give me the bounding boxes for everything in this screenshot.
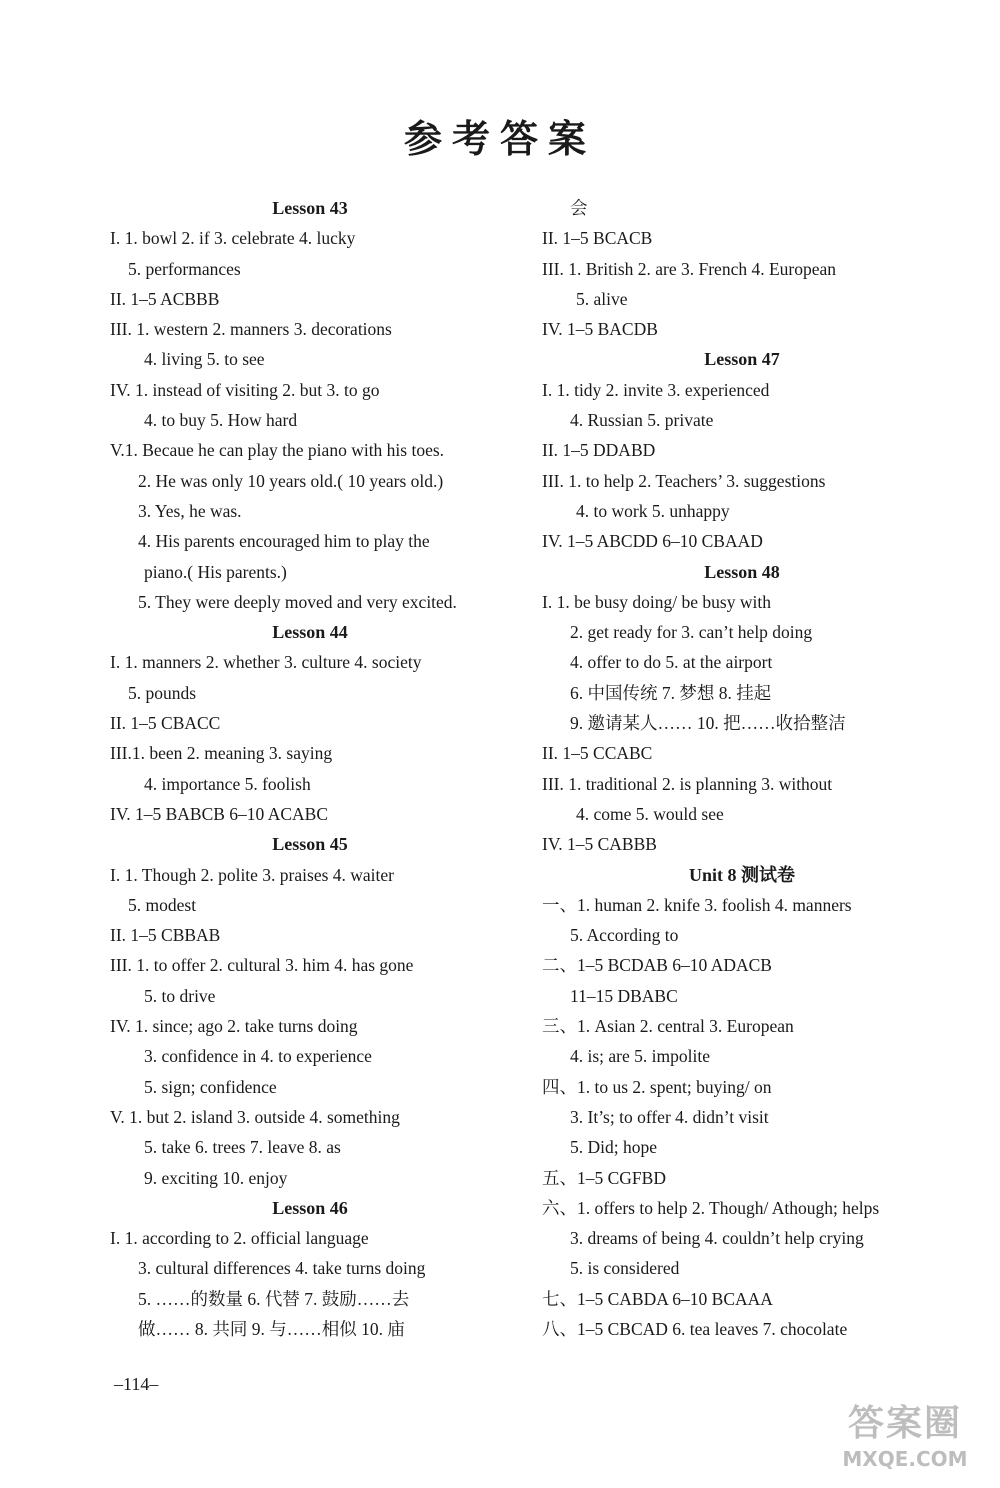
answer-line: 4. offer to do 5. at the airport <box>570 652 773 673</box>
watermark <box>820 1402 990 1482</box>
section-heading: Unit 8 测试卷 <box>688 864 795 885</box>
answer-line: 2. He was only 10 years old.( 10 years old.) <box>138 470 444 491</box>
answer-line: 5. They were deeply moved and very excited. <box>138 591 457 612</box>
answer-line: 5. take 6. trees 7. leave 8. as <box>144 1137 341 1158</box>
answer-line: 5. Did; hope <box>570 1137 658 1158</box>
answer-line: 会 <box>570 198 588 218</box>
answer-line: 4. His parents encouraged him to play the <box>138 531 430 552</box>
answer-line: III.1. been 2. meaning 3. saying <box>110 743 333 764</box>
answer-line: 3. It’s; to offer 4. didn’t visit <box>570 1106 769 1127</box>
page-number: –114– <box>114 1374 159 1394</box>
section-heading: Lesson 48 <box>704 561 780 582</box>
answer-line: 5. According to <box>570 925 679 946</box>
section-heading: Lesson 44 <box>272 622 348 643</box>
watermark-url: MXQE.COM <box>842 1447 968 1471</box>
answer-line: IV. 1–5 BACDB <box>542 319 658 340</box>
answer-line: II. 1–5 CBBAB <box>110 925 221 946</box>
answer-line: III. 1. British 2. are 3. French 4. European <box>542 258 837 279</box>
answer-line: III. 1. western 2. manners 3. decorations <box>110 319 392 340</box>
answer-line: 3. Yes, he was. <box>138 500 242 521</box>
answer-line: II. 1–5 CBACC <box>110 713 221 734</box>
section-heading: Lesson 43 <box>272 198 348 218</box>
answer-line: 3. confidence in 4. to experience <box>144 1046 372 1067</box>
answer-line: 5. is considered <box>570 1258 680 1279</box>
answer-line: I. 1. Though 2. polite 3. praises 4. waiter <box>110 864 394 885</box>
answer-line: 5. performances <box>128 258 241 279</box>
answer-line: IV. 1. instead of visiting 2. but 3. to go <box>110 379 380 400</box>
answer-line: 5. ……的数量 6. 代替 7. 鼓励……去 <box>138 1288 410 1309</box>
answer-line: II. 1–5 ACBBB <box>110 288 220 309</box>
answer-line: 9. 邀请某人…… 10. 把……收拾整洁 <box>570 713 846 734</box>
answer-line: 5. sign; confidence <box>144 1076 277 1097</box>
answer-line: I. 1. according to 2. official language <box>110 1228 369 1249</box>
answer-line: 4. importance 5. foolish <box>144 773 311 794</box>
answer-line: V.1. Becaue he can play the piano with his toes. <box>110 440 445 461</box>
answer-line: IV. 1. since; ago 2. take turns doing <box>110 1016 358 1037</box>
watermark-logo: 答案圈 <box>847 1403 962 1444</box>
answer-line: 6. 中国传统 7. 梦想 8. 挂起 <box>570 682 772 703</box>
answer-line: 4. to work 5. unhappy <box>576 500 730 521</box>
section-heading: Lesson 45 <box>272 834 348 855</box>
answer-line: I. 1. be busy doing/ be busy with <box>542 591 771 612</box>
answer-line: 4. Russian 5. private <box>570 410 714 431</box>
section-heading: Lesson 46 <box>272 1197 348 1218</box>
right-column <box>542 193 942 1344</box>
answer-line: III. 1. to help 2. Teachers’ 3. suggestions <box>542 470 826 491</box>
answer-line: 四、1. to us 2. spent; buying/ on <box>542 1076 772 1097</box>
answer-line: 一、1. human 2. knife 3. foolish 4. manners <box>542 894 852 915</box>
answer-line: III. 1. traditional 2. is planning 3. without <box>542 773 833 794</box>
answer-line: 八、1–5 CBCAD 6. tea leaves 7. chocolate <box>542 1318 848 1339</box>
answer-line: 4. is; are 5. impolite <box>570 1046 710 1067</box>
answer-line: 三、1. Asian 2. central 3. European <box>542 1016 794 1037</box>
answer-line: 5. alive <box>576 288 628 309</box>
answer-line: V. 1. but 2. island 3. outside 4. something <box>110 1106 400 1127</box>
answer-line: I. 1. bowl 2. if 3. celebrate 4. lucky <box>110 228 356 249</box>
answer-line: 七、1–5 CABDA 6–10 BCAAA <box>542 1288 773 1309</box>
answer-line: 5. pounds <box>128 682 197 703</box>
answer-line: II. 1–5 BCACB <box>542 228 653 249</box>
answer-line: 做…… 8. 共同 9. 与……相似 10. 庙 <box>138 1318 405 1339</box>
answer-line: III. 1. to offer 2. cultural 3. him 4. has gone <box>110 955 414 976</box>
answer-line: 4. living 5. to see <box>144 349 265 370</box>
answer-line: 5. modest <box>128 894 197 915</box>
page-title: 参考答案 <box>403 116 596 161</box>
answer-line: 2. get ready for 3. can’t help doing <box>570 622 813 643</box>
answer-line: I. 1. manners 2. whether 3. culture 4. society <box>110 652 422 673</box>
section-heading: Lesson 47 <box>704 349 780 370</box>
answer-line: 五、1–5 CGFBD <box>542 1167 666 1188</box>
answer-line: 9. exciting 10. enjoy <box>144 1167 288 1188</box>
answer-line: 3. dreams of being 4. couldn’t help crying <box>570 1228 864 1249</box>
answer-line: IV. 1–5 BABCB 6–10 ACABC <box>110 803 328 824</box>
answer-line: 六、1. offers to help 2. Though/ Athough; helps <box>542 1197 880 1218</box>
answer-line: 11–15 DBABC <box>570 985 678 1006</box>
answer-line: 4. come 5. would see <box>576 803 724 824</box>
answer-line: II. 1–5 CCABC <box>542 743 653 764</box>
answer-line: IV. 1–5 ABCDD 6–10 CBAAD <box>542 531 763 552</box>
answer-line: 3. cultural differences 4. take turns doing <box>138 1258 426 1279</box>
answer-line: 5. to drive <box>144 985 216 1006</box>
answer-line: II. 1–5 DDABD <box>542 440 656 461</box>
answer-line: IV. 1–5 CABBB <box>542 834 657 855</box>
answer-line: I. 1. tidy 2. invite 3. experienced <box>542 379 770 400</box>
answer-line: piano.( His parents.) <box>144 561 287 582</box>
answer-line: 二、1–5 BCDAB 6–10 ADACB <box>542 955 772 976</box>
answer-line: 4. to buy 5. How hard <box>144 410 298 431</box>
left-column <box>110 193 510 1344</box>
